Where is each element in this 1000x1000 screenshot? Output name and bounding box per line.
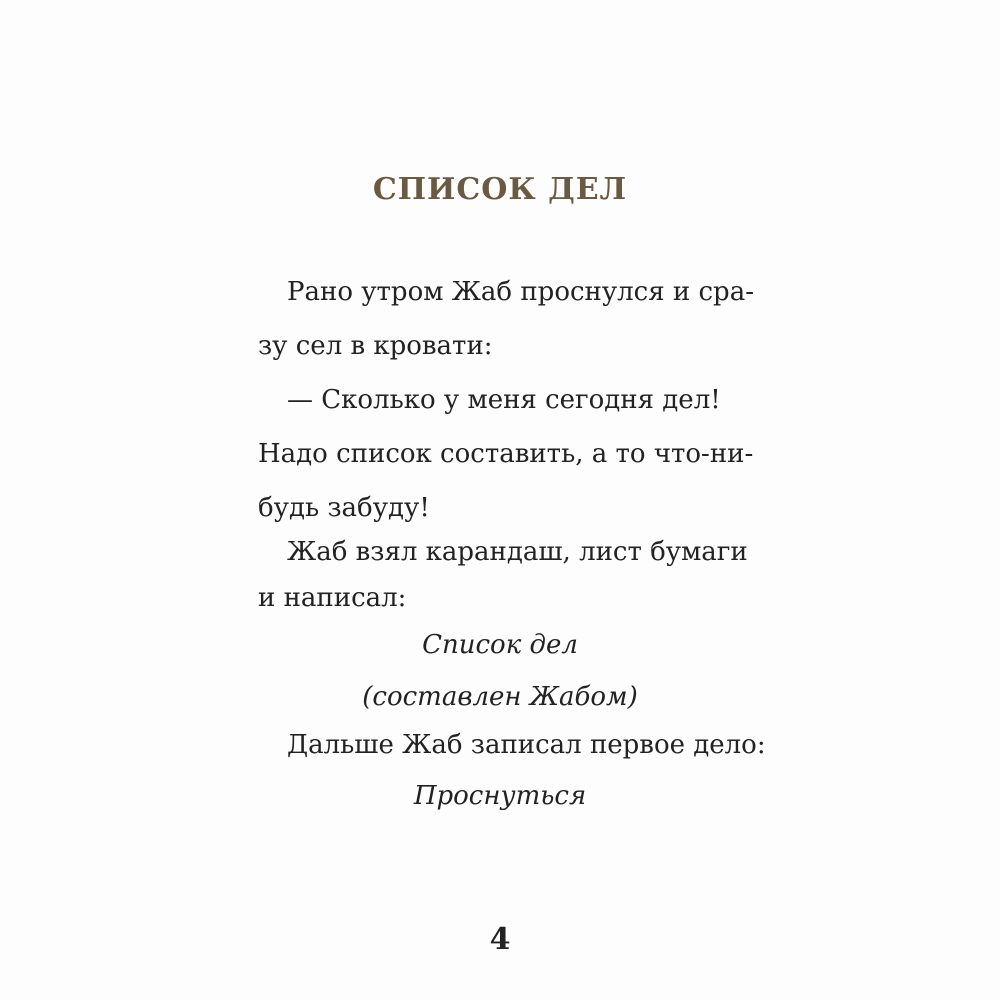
- paragraph-line: Жаб взял карандаш, лист бумаги: [287, 537, 748, 567]
- note-subtitle: (составлен Жабом): [362, 682, 638, 712]
- paragraph-line: Дальше Жаб записал первое дело:: [287, 730, 766, 760]
- paragraph-line: — Сколько у меня сегодня дел!: [287, 385, 721, 415]
- note-item: Проснуться: [413, 781, 587, 811]
- note-title: Список дел: [422, 630, 578, 660]
- paragraph-line: Надо список составить, а то что-ни-: [258, 439, 754, 469]
- paragraph-line: Рано утром Жаб проснулся и сра-: [287, 277, 754, 307]
- chapter-title: СПИСОК ДЕЛ: [372, 172, 628, 207]
- paragraph-line: и написал:: [258, 583, 407, 613]
- paragraph-line: зу сел в кровати:: [258, 331, 493, 361]
- page-number: 4: [489, 922, 511, 957]
- paragraph-line: будь забуду!: [258, 493, 430, 523]
